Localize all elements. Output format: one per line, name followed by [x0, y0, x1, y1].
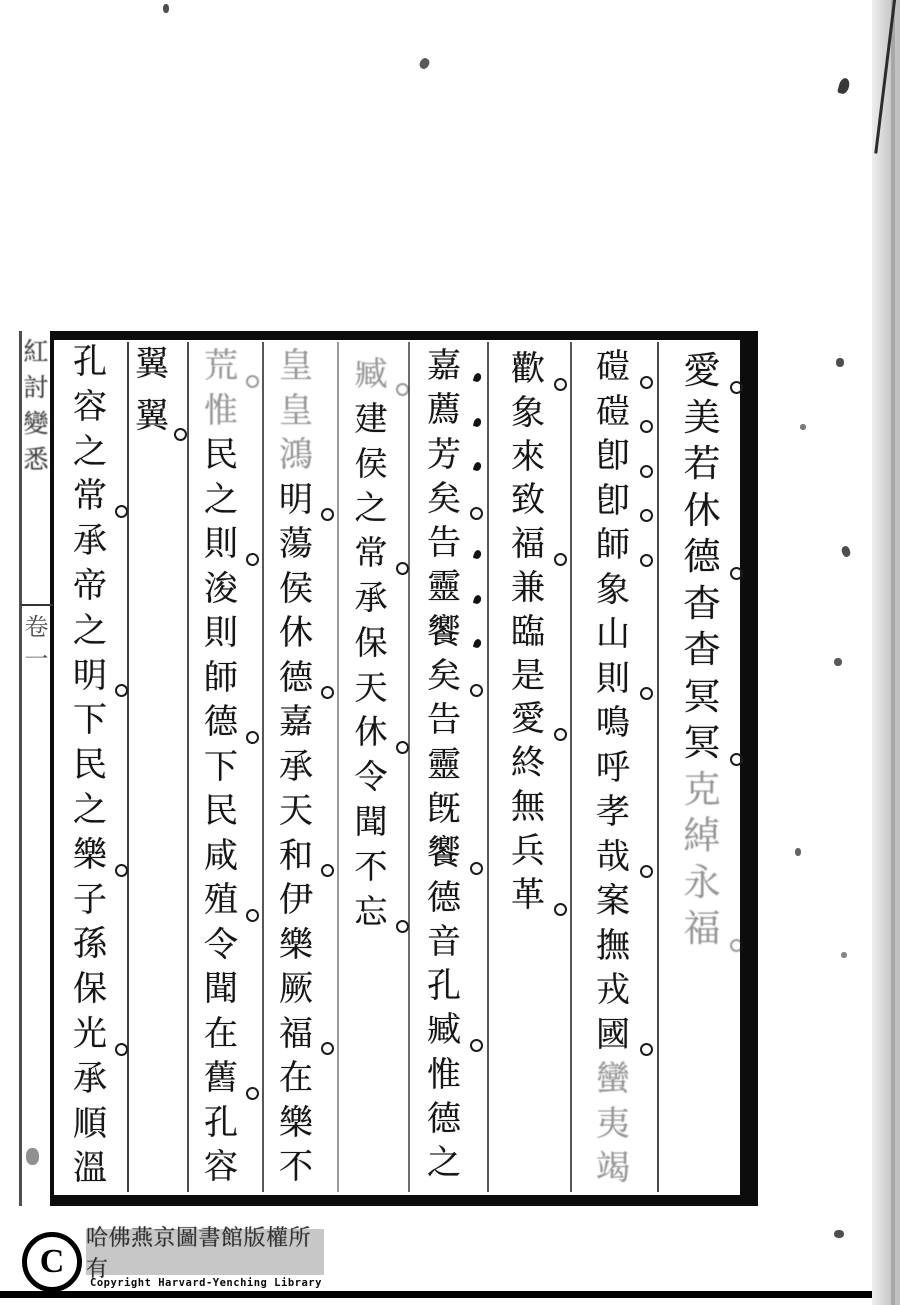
glyph: 在 [204, 1013, 238, 1054]
reading-circle-mark [174, 428, 187, 441]
glyph: 哉 [578, 835, 648, 880]
glyph: 聞 [354, 801, 388, 841]
glyph: 和 [263, 834, 329, 879]
glyph: 舊 [188, 1056, 254, 1101]
glyph: 不 [279, 1147, 313, 1187]
glyph: 休 [683, 488, 721, 532]
glyph: 杳 [683, 628, 721, 671]
glyph: 竭 [596, 1148, 630, 1188]
glyph: 之 [427, 1143, 461, 1184]
reading-circle-mark [640, 554, 653, 567]
glyph: 保 [354, 622, 388, 662]
column-rule [487, 342, 489, 1192]
text-column [410, 344, 478, 1186]
ink-speck [163, 4, 169, 13]
ink-speck [836, 358, 844, 367]
glyph: 鳴 [596, 703, 630, 743]
glyph: 冥 [683, 674, 721, 718]
reading-circle-mark [246, 731, 259, 744]
column-rule [127, 342, 129, 1192]
glyph: 之 [73, 431, 107, 472]
glyph: 克 [683, 767, 721, 811]
text-column [494, 348, 562, 917]
glyph: 嘉 [410, 344, 478, 388]
reading-circle-mark [321, 508, 334, 521]
glyph: 忘 [338, 890, 404, 935]
copyright-symbol [22, 1232, 82, 1292]
glyph: 不 [354, 846, 388, 886]
glyph: 惟 [427, 1054, 461, 1095]
column-rule [570, 342, 572, 1192]
ink-speck [834, 658, 842, 666]
glyph: 福 [666, 906, 738, 953]
glyph: 旣 [427, 788, 461, 829]
glyph: 侯 [354, 443, 388, 483]
glyph: 光 [57, 1012, 123, 1057]
glyph: 聞 [204, 969, 238, 1009]
glyph: 容 [73, 386, 107, 427]
reading-circle-mark [730, 939, 743, 952]
column-rule [657, 342, 659, 1192]
glyph: 民 [204, 791, 238, 831]
glyph: 則 [578, 657, 648, 702]
glyph: 溫 [73, 1148, 107, 1189]
glyph: 薦 [410, 388, 478, 432]
glyph: 磑 [578, 345, 648, 390]
glyph: 德 [427, 877, 461, 918]
glyph: 臧 [410, 1008, 478, 1052]
glyph: 惟 [204, 390, 238, 431]
reading-circle-mark [554, 553, 567, 566]
glyph: 若 [683, 442, 721, 485]
text-column [57, 340, 123, 1191]
glyph: 來 [511, 436, 545, 477]
text-column [263, 344, 329, 1190]
glyph: 德 [666, 534, 738, 581]
text-column [666, 348, 738, 953]
ink-speck [837, 77, 851, 95]
glyph: 杳 [683, 581, 721, 625]
glyph: 常 [57, 474, 123, 519]
glyph: 致 [511, 480, 545, 521]
glyph: 師 [204, 657, 238, 698]
reading-circle-mark [470, 1039, 483, 1052]
copyright-chinese-text: 哈佛燕京圖書館版權所有 [86, 1226, 312, 1282]
glyph: 兼 [511, 567, 545, 608]
glyph: 冥 [666, 720, 738, 767]
reading-circle-mark [115, 1043, 128, 1056]
glyph: 常 [338, 531, 404, 576]
bottom-edge-line [0, 1291, 893, 1298]
glyph: 饗 [410, 831, 478, 875]
copyright-chinese-stamp [86, 1226, 324, 1282]
glyph: 永 [683, 860, 721, 904]
glyph: 師 [578, 523, 648, 568]
ink-speck [834, 1230, 844, 1238]
glyph: 福 [494, 523, 562, 567]
glyph: 象 [596, 569, 630, 610]
reading-circle-mark [730, 381, 743, 394]
glyph: 卽 [578, 479, 648, 524]
glyph: 荒 [188, 344, 254, 389]
glyph: 順 [73, 1103, 107, 1144]
reading-circle-mark [640, 376, 653, 389]
reading-circle-mark [730, 567, 743, 580]
glyph: 在 [279, 1058, 313, 1098]
reading-circle-mark [246, 375, 259, 388]
glyph: 臧 [338, 352, 404, 397]
glyph: 保 [73, 969, 107, 1010]
glyph: 是 [511, 655, 545, 696]
glyph: 終 [511, 743, 545, 784]
glyph: 無 [511, 786, 545, 827]
text-column [188, 344, 254, 1190]
glyph: 之 [204, 479, 238, 520]
reading-circle-mark [640, 509, 653, 522]
ink-speck [840, 545, 851, 558]
glyph: 撫 [596, 925, 630, 966]
glyph: 綽 [683, 814, 721, 857]
glyph: 芳 [410, 433, 478, 477]
glyph: 休 [279, 613, 313, 653]
glyph: 嘉 [279, 702, 313, 742]
glyph: 承 [354, 577, 388, 617]
reading-circle-mark [396, 562, 409, 575]
glyph: 明 [263, 478, 329, 523]
glyph: 殖 [188, 878, 254, 923]
ink-speck [795, 848, 801, 856]
glyph: 蕩 [279, 524, 313, 564]
glyph: 承 [279, 746, 313, 787]
glyph: 福 [263, 1012, 329, 1057]
glyph: 告 [427, 700, 461, 741]
glyph: 蠻 [596, 1059, 630, 1099]
glyph: 音 [427, 921, 461, 962]
reading-circle-mark [640, 687, 653, 700]
scanner-edge-band [872, 0, 900, 1305]
glyph: 咸 [204, 835, 238, 876]
glyph: 承 [73, 1058, 107, 1099]
reading-circle-mark [246, 909, 259, 922]
glyph: 臨 [511, 611, 545, 652]
glyph: 歡 [494, 348, 562, 392]
glyph: 承 [73, 521, 107, 562]
scanner-edge-streak [891, 0, 895, 1305]
glyph: 磑 [578, 390, 648, 435]
glyph: 天 [354, 667, 388, 707]
glyph: 孫 [73, 924, 107, 965]
reading-circle-mark [115, 864, 128, 877]
ink-speck [841, 952, 847, 958]
page-frame [50, 331, 758, 1206]
glyph: 則 [204, 613, 238, 653]
glyph: 戎 [596, 970, 630, 1010]
glyph: 之 [73, 789, 107, 830]
glyph: 翼 [122, 390, 182, 442]
glyph: 之 [354, 488, 388, 528]
glyph: 革 [494, 874, 562, 918]
glyph: 案 [596, 881, 630, 921]
glyph: 帝 [73, 565, 107, 606]
glyph: 國 [578, 1013, 648, 1058]
glyph: 令 [354, 757, 388, 797]
glyph: 呼 [596, 747, 630, 788]
glyph: 孝 [596, 792, 630, 832]
glyph: 翼 [135, 344, 169, 384]
reading-circle-mark [640, 465, 653, 478]
glyph: 孔 [204, 1102, 238, 1143]
ink-speck [418, 56, 431, 70]
reading-circle-mark [640, 865, 653, 878]
glyph: 之 [73, 610, 107, 651]
glyph: 建 [354, 398, 388, 438]
glyph: 卽 [578, 434, 648, 479]
reading-circle-mark [246, 553, 259, 566]
spine-title: 紅討變悉 [20, 338, 49, 482]
glyph: 德 [427, 1099, 461, 1140]
glyph: 孔 [73, 342, 107, 382]
glyph: 愛 [494, 698, 562, 742]
spine-volume-label: 卷一 [20, 614, 48, 678]
reading-circle-mark [640, 1043, 653, 1056]
reading-circle-mark [321, 864, 334, 877]
glyph: 象 [511, 392, 545, 433]
glyph: 侯 [279, 568, 313, 609]
glyph: 孔 [427, 966, 461, 1007]
glyph: 子 [73, 879, 107, 920]
reading-circle-mark [396, 383, 409, 396]
glyph: 樂 [57, 833, 123, 878]
glyph: 容 [204, 1147, 238, 1187]
glyph: 皇 [279, 390, 313, 431]
glyph: 樂 [279, 924, 313, 965]
reading-circle-mark [321, 686, 334, 699]
glyph: 民 [204, 435, 238, 475]
ink-speck [800, 424, 806, 430]
glyph: 告 [410, 521, 478, 565]
glyph: 鴻 [279, 435, 313, 475]
glyph: 德 [188, 700, 254, 745]
glyph: 厥 [279, 969, 313, 1009]
spine-divider-line [21, 604, 53, 606]
glyph: 美 [683, 395, 721, 439]
text-column [122, 338, 182, 442]
glyph: 山 [596, 614, 630, 654]
reading-circle-mark [640, 420, 653, 433]
ink-speck [26, 1148, 39, 1165]
glyph: 愛 [666, 348, 738, 395]
text-column [338, 352, 404, 934]
glyph: 休 [338, 710, 404, 755]
glyph: 矣 [410, 654, 478, 698]
glyph: 樂 [279, 1102, 313, 1143]
text-column [578, 345, 648, 1191]
glyph: 天 [279, 791, 313, 831]
reading-circle-mark [554, 378, 567, 391]
copyright-english-text: Copyright Harvard-Yenching Library [90, 1277, 322, 1289]
glyph: 令 [204, 924, 238, 965]
glyph: 德 [263, 656, 329, 701]
glyph: 浚 [204, 568, 238, 609]
glyph: 下 [204, 746, 238, 787]
glyph: 則 [188, 522, 254, 567]
copyright-letter: C [39, 1243, 65, 1280]
reading-circle-mark [246, 1087, 259, 1100]
reading-circle-mark [470, 862, 483, 875]
glyph: 皇 [279, 346, 313, 386]
glyph: 矣 [410, 477, 478, 521]
reading-circle-mark [321, 1042, 334, 1055]
glyph: 靈 [427, 744, 461, 785]
glyph: 夷 [596, 1103, 630, 1144]
glyph: 民 [73, 745, 107, 786]
glyph: 伊 [279, 880, 313, 920]
glyph: 兵 [511, 830, 545, 871]
glyph: 下 [73, 700, 107, 741]
reading-circle-mark [730, 753, 743, 766]
glyph: 饗 [410, 610, 478, 654]
glyph: 明 [57, 654, 123, 699]
glyph: 靈 [410, 565, 478, 609]
